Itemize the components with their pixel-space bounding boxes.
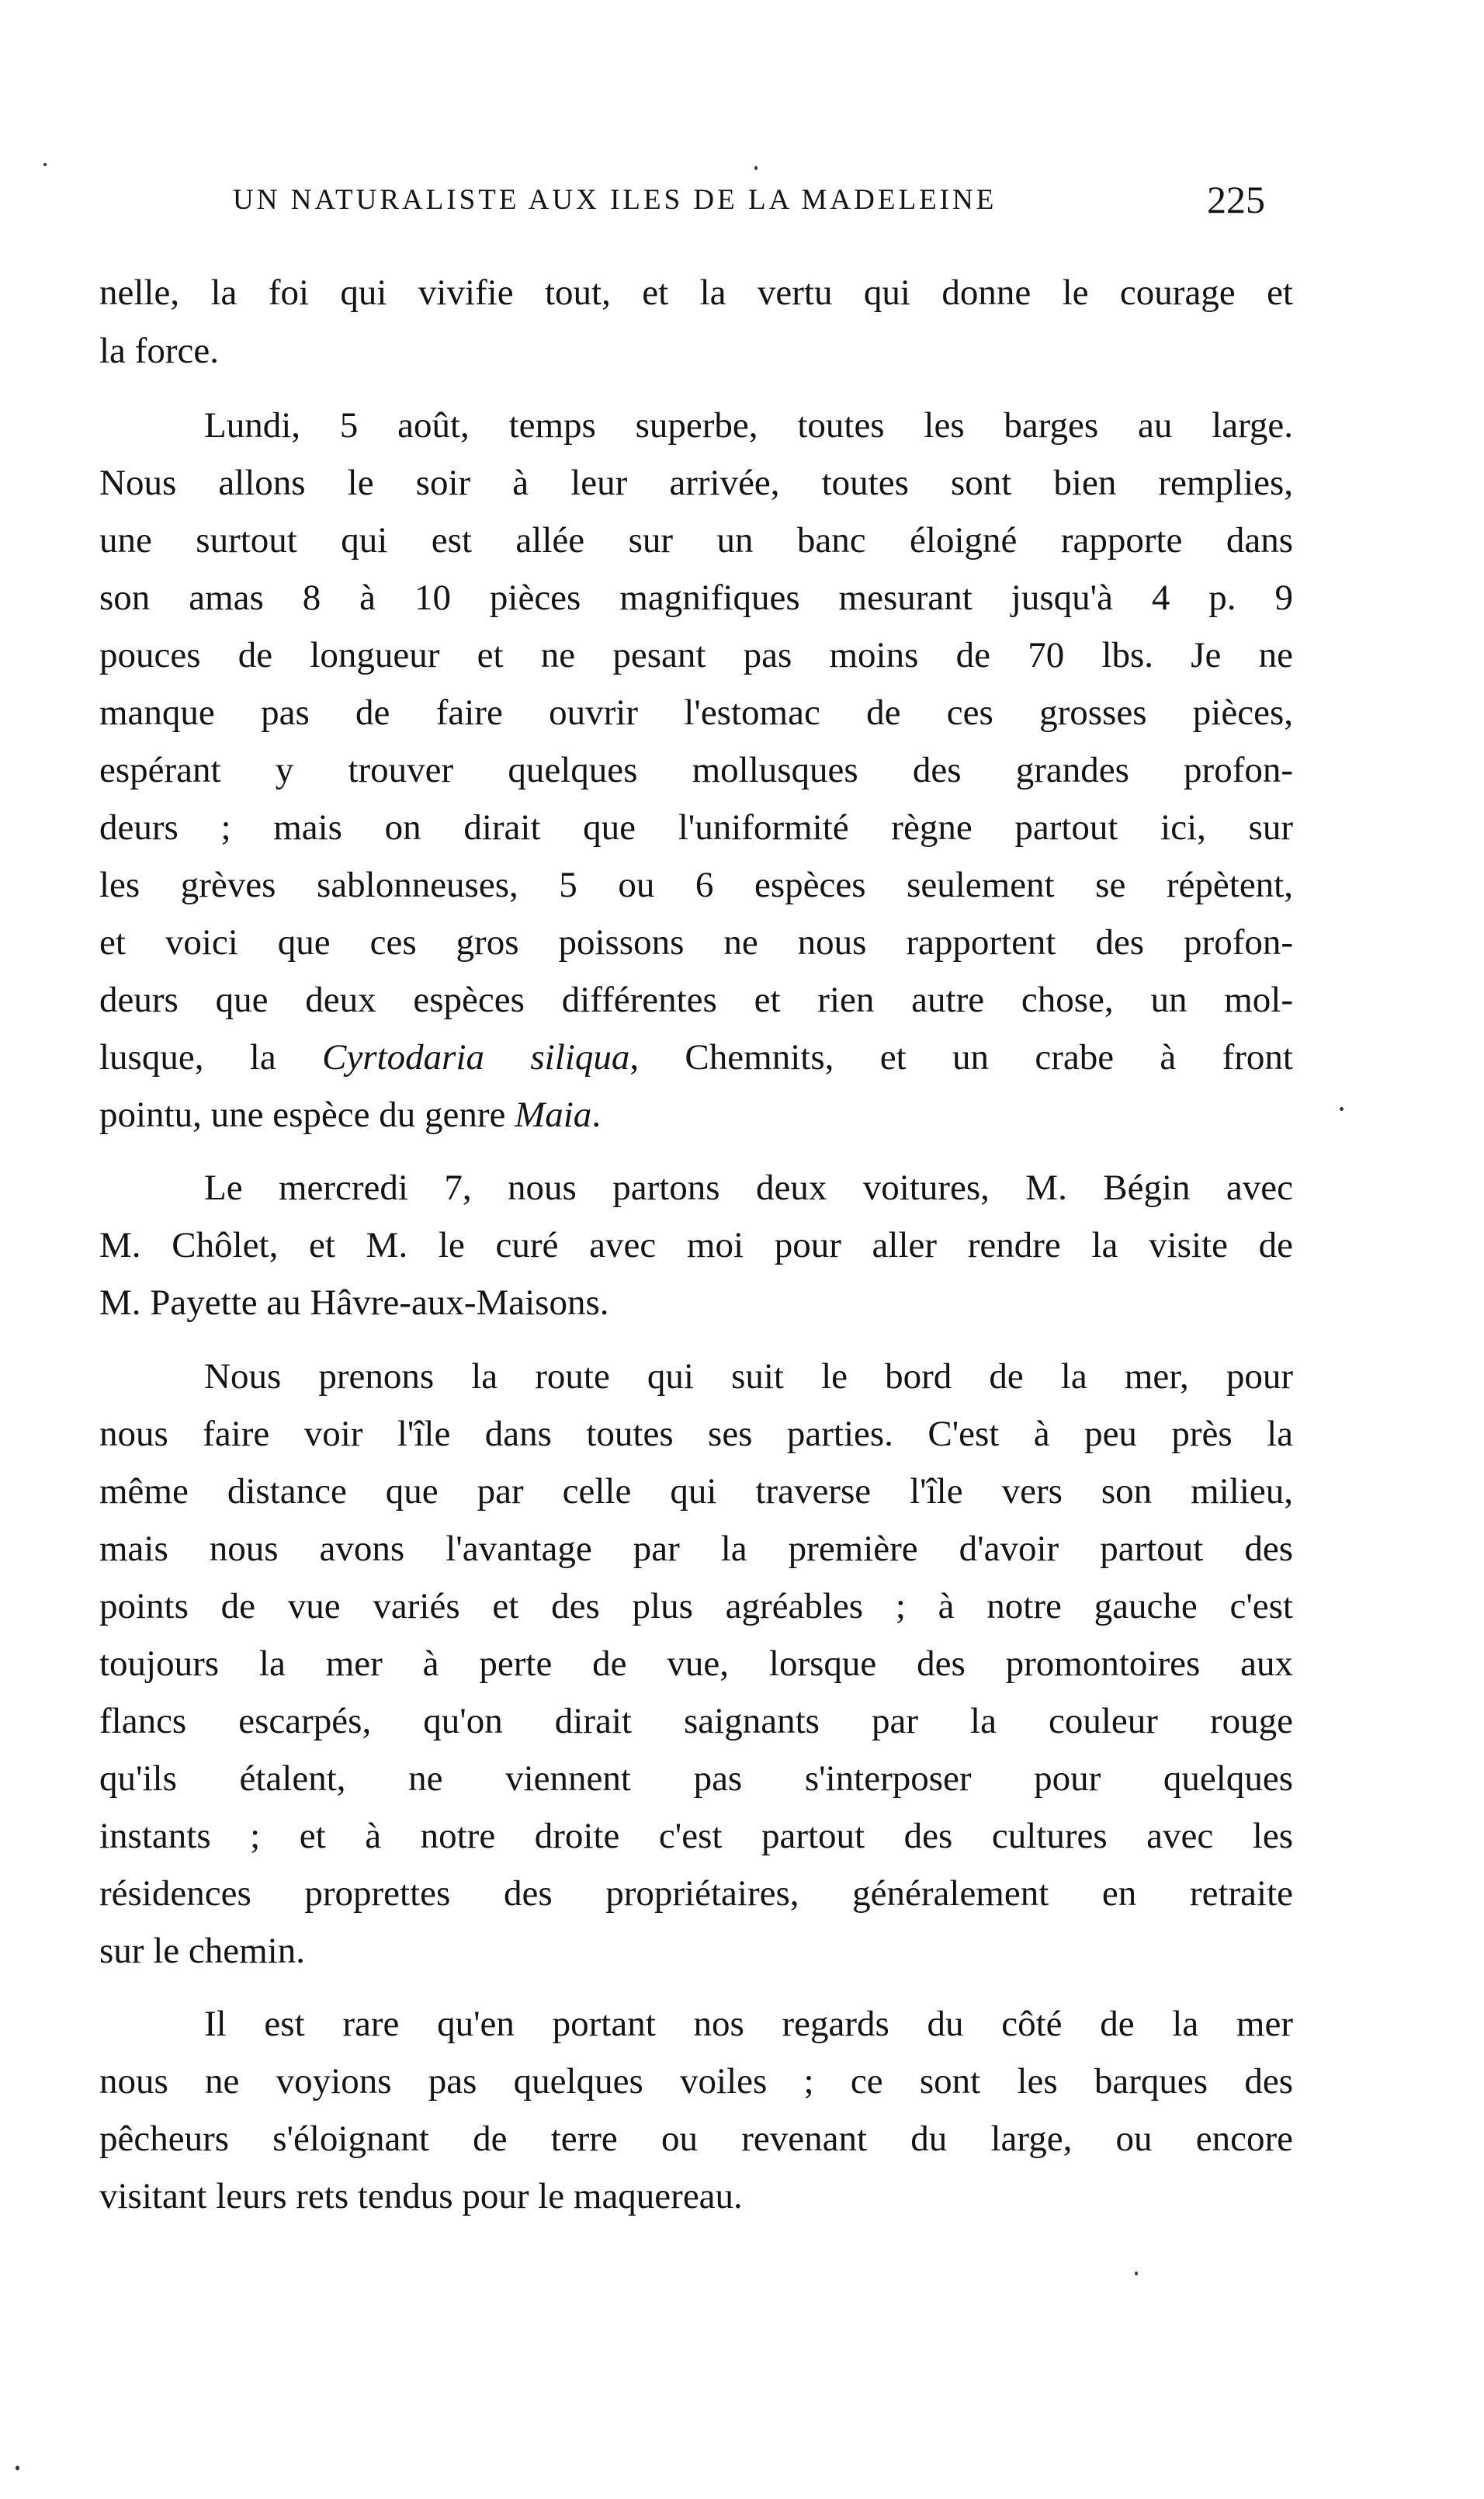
scan-speck bbox=[43, 163, 47, 166]
text-line: nelle, la foi qui vivifie tout, et la vertu qui donne le courage et bbox=[99, 272, 1293, 313]
text-line: les grèves sablonneuses, 5 ou 6 espèces seulement se répètent, bbox=[99, 865, 1293, 905]
text-line: M. Payette au Hâvre-aux-Maisons. bbox=[99, 1282, 609, 1323]
page-number: 225 bbox=[1207, 178, 1265, 221]
text-line: et voici que ces gros poissons ne nous rapportent des profon- bbox=[99, 922, 1293, 963]
text-line: Lundi, 5 août, temps superbe, toutes les barges au large. bbox=[204, 405, 1293, 446]
text-line: pêcheurs s'éloignant de terre ou revenant du large, ou encore bbox=[99, 2119, 1293, 2159]
text-line: mais nous avons l'avantage par la première d'avoir partout des bbox=[99, 1529, 1293, 1569]
scan-speck bbox=[1135, 2272, 1138, 2275]
text-line: son amas 8 à 10 pièces magnifiques mesurant jusqu'à 4 p. 9 bbox=[99, 578, 1293, 618]
text-line: sur le chemin. bbox=[99, 1931, 305, 1971]
text-line: pointu, une espèce du genre Maia. bbox=[99, 1095, 602, 1135]
body-text bbox=[99, 0, 1293, 2499]
text-line: Nous allons le soir à leur arrivée, toutes sont bien remplies, bbox=[99, 463, 1293, 503]
text-line: nous faire voir l'île dans toutes ses parties. C'est à peu près la bbox=[99, 1414, 1293, 1454]
text-line: Le mercredi 7, nous partons deux voitures, M. Bégin avec bbox=[204, 1168, 1293, 1208]
text-line: instants ; et à notre droite c'est partout des cultures avec les bbox=[99, 1816, 1293, 1856]
species-name: Cyrtodaria siliqua bbox=[322, 1037, 630, 1078]
text-line: pouces de longueur et ne pesant pas moins de 70 lbs. Je ne bbox=[99, 635, 1293, 675]
scan-speck bbox=[1340, 1107, 1344, 1111]
text-line: espérant y trouver quelques mollusques des grandes profon- bbox=[99, 750, 1293, 790]
text-line: une surtout qui est allée sur un banc éloigné rapporte dans bbox=[99, 520, 1293, 561]
species-name: Maia bbox=[515, 1095, 592, 1135]
scan-speck bbox=[16, 2466, 19, 2470]
text-line: nous ne voyions pas quelques voiles ; ce sont les barques des bbox=[99, 2061, 1293, 2102]
text-line: manque pas de faire ouvrir l'estomac de ces grosses pièces, bbox=[99, 692, 1293, 733]
text-line: deurs ; mais on dirait que l'uniformité règne partout ici, sur bbox=[99, 807, 1293, 848]
text-line: visitant leurs rets tendus pour le maquereau. bbox=[99, 2176, 743, 2216]
text-line: résidences proprettes des propriétaires, généralement en retraite bbox=[99, 1873, 1293, 1914]
text-line: deurs que deux espèces différentes et rien autre chose, un mol- bbox=[99, 980, 1293, 1020]
text-line: qu'ils étalent, ne viennent pas s'interposer pour quelques bbox=[99, 1758, 1293, 1799]
text-line: flancs escarpés, qu'on dirait saignants par la couleur rouge bbox=[99, 1701, 1293, 1741]
text-line: la force. bbox=[99, 331, 219, 371]
text-line: points de vue variés et des plus agréables ; à notre gauche c'est bbox=[99, 1586, 1293, 1626]
text-line: toujours la mer à perte de vue, lorsque des promontoires aux bbox=[99, 1643, 1293, 1684]
running-title: UN NATURALISTE AUX ILES DE LA MADELEINE bbox=[233, 184, 997, 216]
text-line: M. Chôlet, et M. le curé avec moi pour aller rendre la visite de bbox=[99, 1225, 1293, 1265]
text-line: lusque, la Cyrtodaria siliqua, Chemnits, et un crabe à front bbox=[99, 1037, 1293, 1078]
scan-speck bbox=[754, 166, 758, 170]
text-line: Il est rare qu'en portant nos regards du côté de la mer bbox=[204, 2004, 1293, 2044]
text-line: même distance que par celle qui traverse l'île vers son milieu, bbox=[99, 1471, 1293, 1512]
text-line: Nous prenons la route qui suit le bord de la mer, pour bbox=[204, 1356, 1293, 1397]
